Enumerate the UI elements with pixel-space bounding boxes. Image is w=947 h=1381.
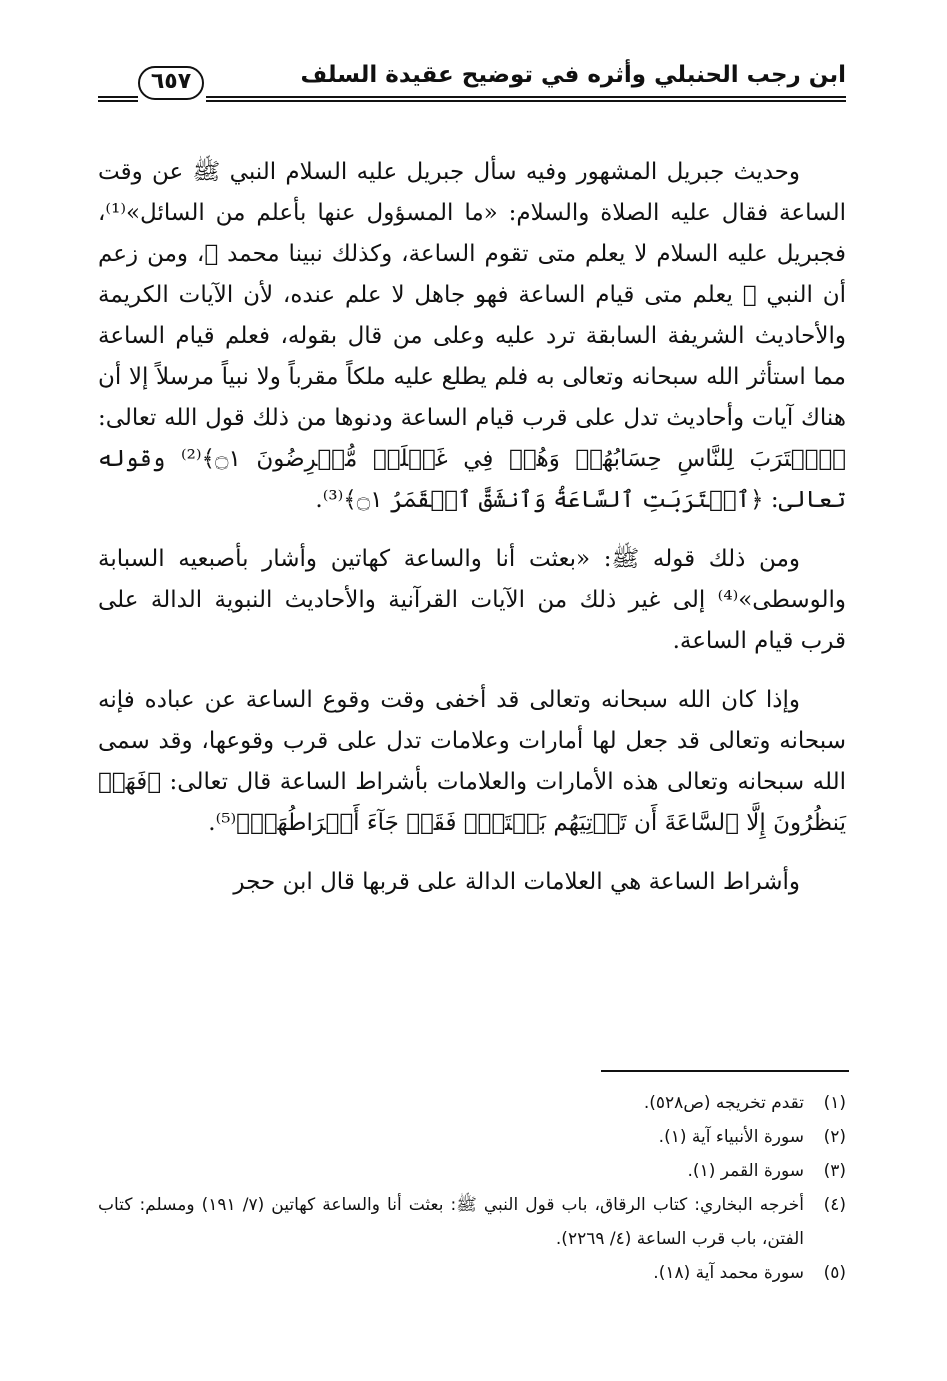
footnote-text: سورة الأنبياء آية (١). bbox=[658, 1127, 804, 1147]
paragraph-3: وإذا كان الله سبحانه وتعالى قد أخفى وقت وقوع الساعة عن عباده فإنه سبحانه وتعالى قد جعل لها أمارات وعلامات تدل على قرب وقوعها، وقد سمى الله سبحانه وتعالى هذه الأمارات والعلامات بأشراط الساعة قال تعالى: ﴿فَهَلۡ يَنظُرُونَ إِلَّا ٱلسَّاعَةَ أَن تَأۡتِيَهُم بَغۡتَةٗۖ فَقَدۡ جَآءَ أَشۡرَاطُهَاۚ﴾⁽⁵⁾. bbox=[98, 687, 846, 836]
page-number: ٦٥٧ bbox=[138, 66, 204, 100]
footnote-number: (٢) bbox=[823, 1127, 846, 1147]
paragraph-2: ومن ذلك قوله ﷺ: «بعثت أنا والساعة كهاتين وأشار بأصبعيه السبابة والوسطى»⁽⁴⁾ إلى غير ذلك من الآيات القرآنية والأحاديث النبوية الدالة على قرب قيام الساعة. bbox=[98, 546, 846, 654]
page-header bbox=[98, 52, 846, 104]
paragraph-4: وأشراط الساعة هي العلامات الدالة على قربها قال ابن حجر bbox=[233, 869, 800, 895]
footnote-number: (٣) bbox=[823, 1161, 846, 1181]
footnote-text: سورة محمد آية (١٨). bbox=[653, 1263, 804, 1283]
footnote-text: أخرجه البخاري: كتاب الرقاق، باب قول النبي ﷺ: بعثت أنا والساعة كهاتين (٧/ ١٩١) ومسلم: كتاب الفتن، باب قرب الساعة (٤/ ٢٢٦٩). bbox=[98, 1195, 804, 1249]
footnote-text: سورة القمر (١). bbox=[687, 1161, 804, 1181]
running-title: ابن رجب الحنبلي وأثره في توضيح عقيدة السلف bbox=[300, 62, 846, 88]
footnote-1 bbox=[98, 1086, 846, 1120]
footnote-number: (٥) bbox=[823, 1263, 846, 1283]
header-rule bbox=[206, 96, 846, 102]
footnote-separator bbox=[601, 1070, 849, 1072]
footnote-number: (١) bbox=[823, 1093, 846, 1113]
header-rule-left bbox=[98, 96, 138, 102]
paragraph-1: وحديث جبريل المشهور وفيه سأل جبريل عليه السلام النبي ﷺ عن وقت الساعة فقال عليه الصلاة والسلام: «ما المسؤول عنها بأعلم من السائل»⁽¹⁾، فجبريل عليه السلام لا يعلم متى تقوم الساعة، وكذلك نبينا محمد ﷺ، ومن زعم أن النبي ﷺ يعلم متى قيام الساعة فهو جاهل لا علم عنده، لأن الآيات الكريمة والأحاديث الشريفة السابقة ترد عليه وعلى من قال بقوله، فعلم قيام الساعة مما استأثر الله سبحانه وتعالى به فلم يطلع عليه ملكاً مقرباً ولا نبياً مرسلاً إلا أن هناك آيات وأحاديث تدل على قرب قيام الساعة ودنوها من ذلك قول الله تعالى: ﴿ٱقۡتَرَبَ لِلنَّاسِ حِسَابُهُمۡ وَهُمۡ فِي غَفۡلَةٖ مُّعۡرِضُونَ ۝١﴾⁽²⁾ وقوله تعالى: ﴿ٱقۡتَرَبَتِ ٱلسَّاعَةُ وَٱنشَقَّ ٱلۡقَمَرُ ۝١﴾⁽³⁾. bbox=[98, 159, 846, 513]
footnotes bbox=[98, 1086, 846, 1290]
footnote-text: تقدم تخريجه (ص٥٢٨). bbox=[643, 1093, 804, 1113]
footnote-5 bbox=[98, 1256, 846, 1290]
main-text bbox=[98, 152, 846, 903]
footnote-2 bbox=[98, 1120, 846, 1154]
footnote-number: (٤) bbox=[823, 1195, 846, 1215]
footnote-3 bbox=[98, 1154, 846, 1188]
footnote-4 bbox=[98, 1188, 846, 1256]
